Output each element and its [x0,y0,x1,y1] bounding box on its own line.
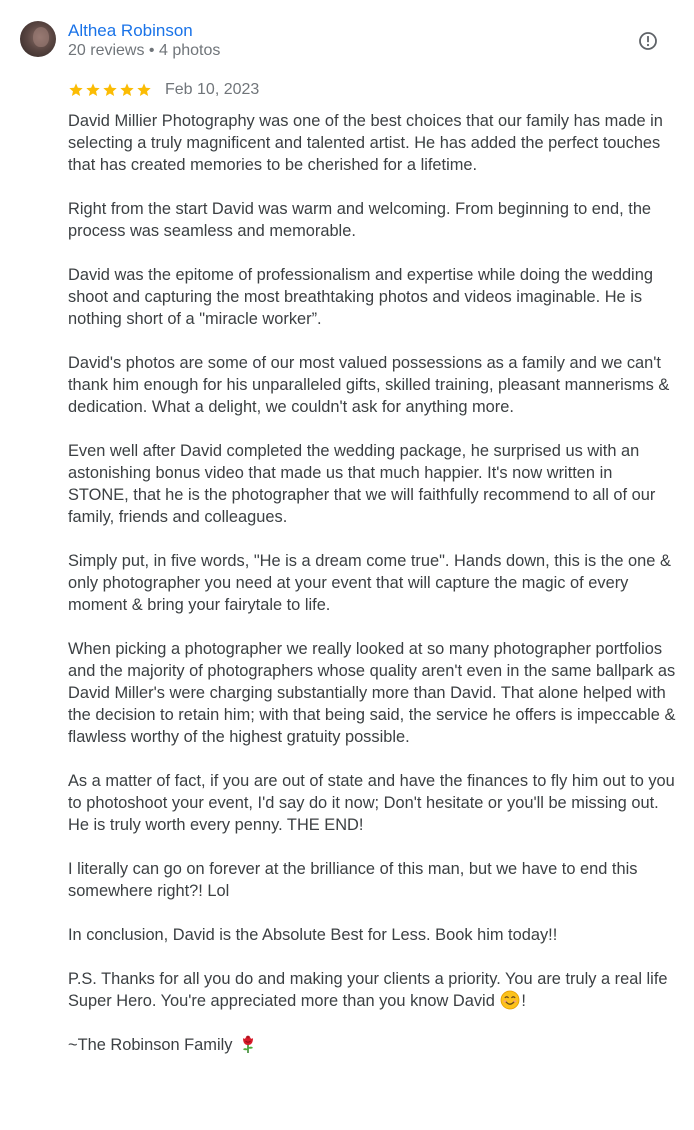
review-signoff [68,1034,676,1056]
review-paragraph: Even well after David completed the wedding package, he surprised us with an astonishing bonus video that made us that much happier. It's now written in STONE, that he is the photographer that we will faithfully recommend to all of our family, friends and colleagues. [68,442,656,526]
star-rating [68,82,152,98]
star-icon [68,82,84,98]
smiling-face-emoji [500,990,520,1010]
review-postscript [68,968,676,1012]
review-paragraph: In conclusion, David is the Absolute Best for Less. Book him today!! [68,926,558,944]
review-paragraph: David Millier Photography was one of the best choices that our family has made in selecting a truly magnificent and talented artist. He has added the perfect touches that has created memories to be cherished for a lifetime. [68,112,663,174]
review-paragraphs [68,110,676,946]
review-paragraph: Simply put, in five words, "He is a dream come true". Hands down, this is the one & only photographer you need at your event that will capture the magic of every moment & bring your fairytale to life. [68,552,671,614]
avatar[interactable] [20,21,56,57]
review-paragraph: David's photos are some of our most valued possessions as a family and we can't thank him enough for his unparalleled gifts, skilled training, pleasant mannerisms & dedication. What a delight, we couldn't ask for anything more. [68,354,670,416]
author-name-link[interactable]: Althea Robinson [68,21,193,40]
report-icon[interactable] [638,31,658,51]
signoff-text: ~The Robinson Family [68,1036,237,1054]
review-paragraph: David was the epitome of professionalism and expertise while doing the wedding shoot and capturing the most breathtaking photos and videos imaginable. He is nothing short of a "miracle worker”. [68,266,653,328]
postscript-text: P.S. Thanks for all you do and making your clients a priority. You are truly a real life Super Hero. You're appreciated more than you know David [68,970,668,1010]
rose-emoji [238,1034,258,1054]
review-paragraph: I literally can go on forever at the brilliance of this man, but we have to end this somewhere right?! Lol [68,860,638,900]
rating-row [68,80,259,100]
author-meta: 20 reviews • 4 photos [68,42,221,59]
review-paragraph: When picking a photographer we really looked at so many photographer portfolios and the majority of photographers whose quality aren't even in the same ballpark as David Miller's were charging substantially more than David. That alone helped with the decision to retain him; with that being said, the service he offers is impeccable & flawless worthy of the highest gratuity possible. [68,640,676,746]
star-icon [102,82,118,98]
review-paragraph: Right from the start David was warm and welcoming. From beginning to end, the process was seamless and memorable. [68,200,652,240]
star-icon [85,82,101,98]
review-text [68,110,676,1078]
postscript-end: ! [521,992,526,1010]
review-date: Feb 10, 2023 [165,81,260,98]
star-icon [136,82,152,98]
review-paragraph: As a matter of fact, if you are out of state and have the finances to fly him out to you to photoshoot your event, I'd say do it now; Don't hesitate or you'll be missing out. He is truly worth every penny. THE END! [68,772,675,834]
star-icon [119,82,135,98]
